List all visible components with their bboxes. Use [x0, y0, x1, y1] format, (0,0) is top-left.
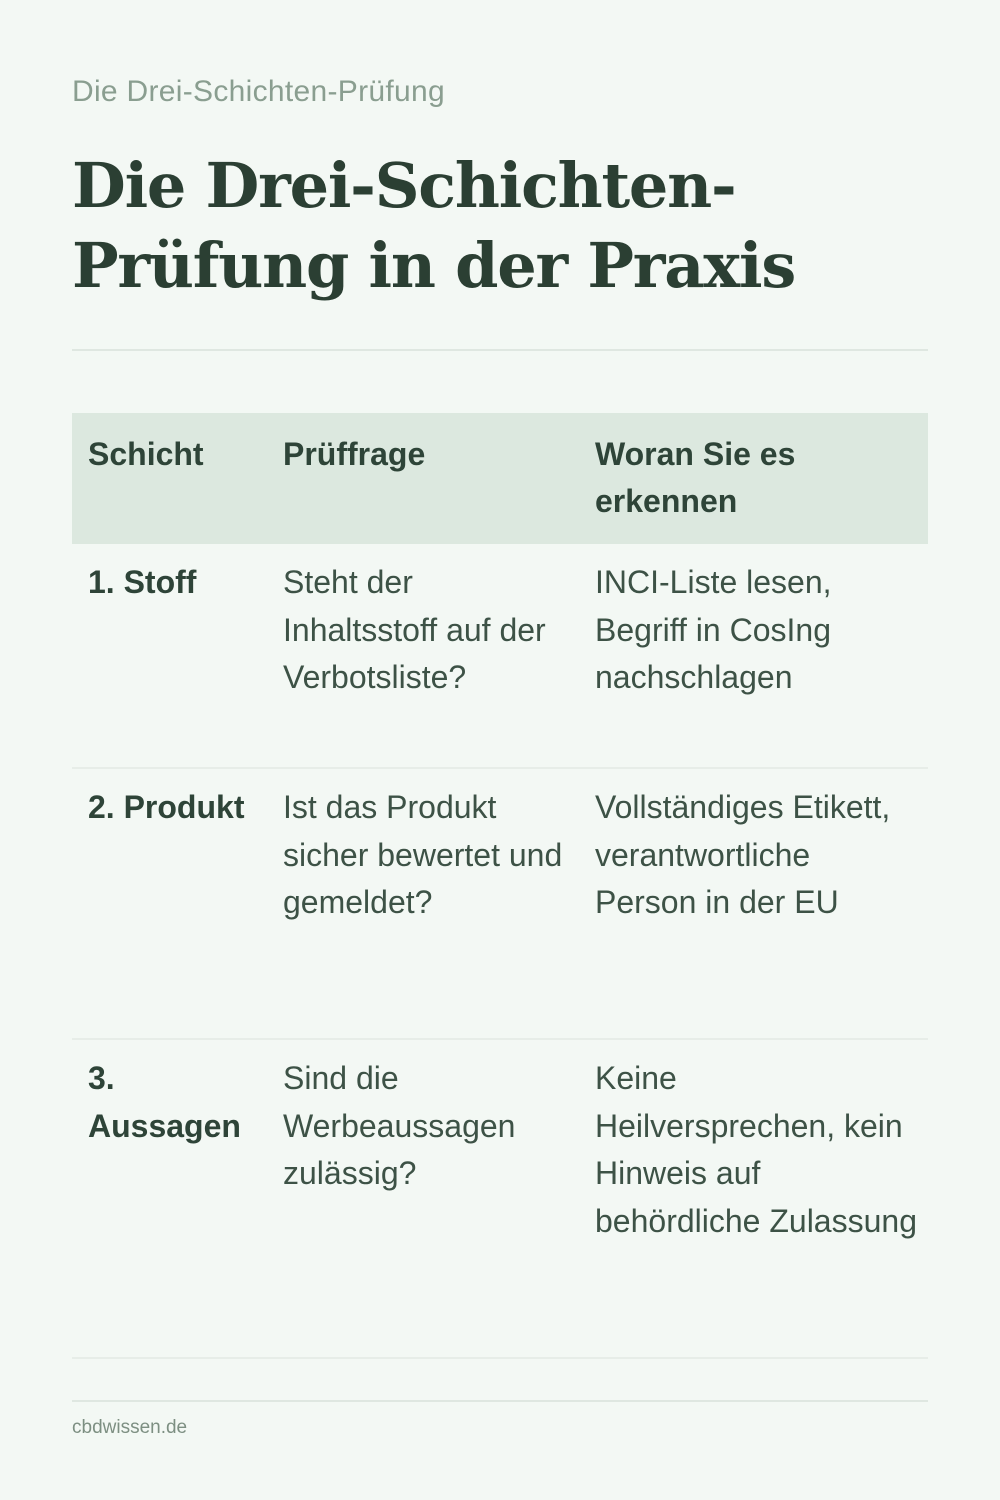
page-title: Die Drei-Schichten-Prüfung in der Praxis	[72, 149, 796, 302]
row-recognition: INCI-Liste lesen, Begriff in CosIng nachschlagen	[579, 544, 928, 768]
row-question: Steht der Inhaltsstoff auf der Verbotsliste?	[267, 544, 579, 768]
comparison-table	[72, 413, 928, 1359]
table-header-row	[72, 413, 928, 544]
row-question: Sind die Werbeaussagen zulässig?	[267, 1039, 579, 1358]
column-header-recognition: Woran Sie es erkennen	[595, 436, 796, 519]
row-layer: 2. Produkt	[72, 768, 267, 1039]
eyebrow-label: Die Drei-Schichten-Prüfung	[72, 75, 445, 108]
footer-source: cbdwissen.de	[72, 1417, 188, 1438]
divider	[72, 349, 928, 351]
table-row	[72, 1039, 928, 1358]
row-question: Ist das Produkt sicher bewertet und gemeldet?	[267, 768, 579, 1039]
row-layer: 3. Aussagen	[72, 1039, 267, 1358]
column-header-question: Prüffrage	[283, 436, 426, 472]
table-row	[72, 768, 928, 1039]
column-header-layer: Schicht	[88, 436, 204, 472]
table-row	[72, 544, 928, 768]
row-recognition: Keine Heilversprechen, kein Hinweis auf behördliche Zulassung	[579, 1039, 928, 1358]
footer-divider	[72, 1400, 928, 1402]
row-recognition: Vollständiges Etikett, verantwortliche Person in der EU	[579, 768, 928, 1039]
row-layer: 1. Stoff	[72, 544, 267, 768]
